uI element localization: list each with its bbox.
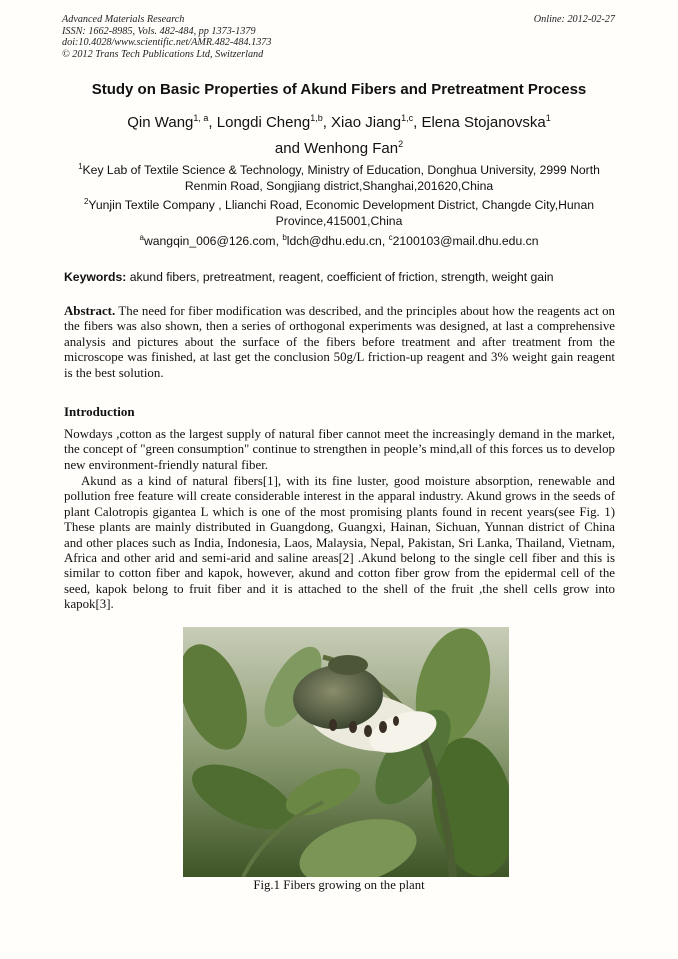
- abstract-label: Abstract.: [64, 304, 116, 318]
- intro-paragraph-1: Nowdays ,cotton as the largest supply of natural fiber cannot meet the increasingly demand in the market, the concept of "green consumption" continue to strengthen in people’s mind,all of this forces us to develop new environment-friendly natural fiber.: [64, 427, 615, 472]
- author-sup: 1,b: [310, 113, 323, 123]
- author-name: Elena Stojanovska: [421, 114, 546, 131]
- affiliation-text: Yunjin Textile Company , Llianchi Road, Economic Development District, Changde City,Hunan: [88, 198, 595, 212]
- figure-caption: Fig.1 Fibers growing on the plant: [253, 878, 425, 892]
- affiliation-1: [0, 163, 678, 194]
- email-link[interactable]: 2100103@mail.dhu.edu.cn: [392, 234, 539, 248]
- intro-paragraph-2: Akund as a kind of natural fibers[1], with its fine luster, good moisture absorption, renewable and pollution free feature will create considerable interest in the apparal industry. Akund grows in the seeds of plant Calotropis gigantea L which is one of the most promising plants found in recent years(see Fig. 1) These plants are mainly distributed in Guangdong, Guangxi, Hainan, Sichuan, Yunnan district of China and other places such as India, Indonesia, Laos, Malaysia, Nepal, Pakistan, Sri Lanka, Thailand, Vietnam, Africa and other arid and semi-arid and saline areas[2] .Akund belong to the single cell fiber and this is similar to cotton fiber and kapok, however, akund and cotton fiber grow from the epidermal cell of the seed, kapok belong to fruit fiber and it is attached to the shell of the fruit ,the shell cells grow into kapok[3].: [64, 474, 615, 612]
- email-link[interactable]: ldch@dhu.edu.cn,: [286, 234, 389, 248]
- online-date: Online: 2012-02-27: [533, 14, 615, 25]
- issn-line: ISSN: 1662-8985, Vols. 482-484, pp 1373-1379: [62, 25, 256, 37]
- keywords-text: akund fibers, pretreatment, reagent, coefficient of friction, strength, weight gain: [126, 270, 554, 284]
- affiliation-sup: 1: [78, 162, 83, 171]
- section-heading-introduction: Introduction: [64, 404, 135, 419]
- author-sup: 1: [545, 113, 551, 123]
- journal-name: Advanced Materials Research: [62, 14, 185, 25]
- email-line: [0, 234, 678, 250]
- keywords: [64, 270, 554, 284]
- copyright-line: © 2012 Trans Tech Publications Ltd, Switzerland: [62, 48, 264, 60]
- author-name: and Wenhong Fan: [274, 140, 399, 157]
- author-name: Longdi Cheng: [216, 114, 311, 131]
- author-sup: 1,c: [401, 113, 414, 123]
- affiliation-2: [0, 198, 678, 229]
- journal-header: [62, 14, 271, 60]
- author-name: Xiao Jiang: [331, 114, 402, 131]
- keywords-label: Keywords:: [64, 270, 127, 284]
- author-sup: 2: [398, 139, 404, 149]
- author-line-1: Qin Wang$^{1, a}$, Longdi Cheng$^{1,b}$, Xiao Jiang$^{1,c}$, Elena Stojanovska$^1$: [127, 113, 551, 131]
- affiliation-text: Key Lab of Textile Science & Technology, Ministry of Education, Donghua University, 2999 North: [82, 163, 600, 177]
- doi-line: doi:10.4028/www.scientific.net/AMR.482-484.1373: [62, 37, 272, 49]
- author-line-2: [0, 140, 678, 157]
- affiliation-text: Renmin Road, Songjiang district,Shanghai,201620,China: [184, 178, 494, 193]
- figure-plant-photo: [183, 627, 509, 877]
- email-sup: b: [282, 233, 287, 242]
- abstract-text: The need for fiber modification was described, and the principles about how the reagents act on the fibers was also shown, then a series of orthogonal experiments was designed, at last a comprehensive analysis and pictures about the surface of the fibers before treatment and after treatment from the microscope was finished, at last get the conclusion 50g/L friction-up reagent and 3% weight gain reagent is the best solution.: [64, 304, 615, 380]
- email-link[interactable]: wangqin_006@126.com,: [143, 234, 283, 248]
- email-sup: a: [139, 233, 144, 242]
- email-sup: c: [388, 233, 393, 242]
- affiliation-text: Province,415001,China: [275, 213, 403, 228]
- paper-title: Study on Basic Properties of Akund Fibers and Pretreatment Process: [91, 81, 587, 98]
- author-sup: 1, a: [193, 113, 209, 123]
- author-name: Qin Wang: [127, 114, 194, 131]
- affiliation-sup: 2: [83, 197, 89, 206]
- abstract: [64, 304, 615, 381]
- plant-photo-image: [183, 627, 509, 877]
